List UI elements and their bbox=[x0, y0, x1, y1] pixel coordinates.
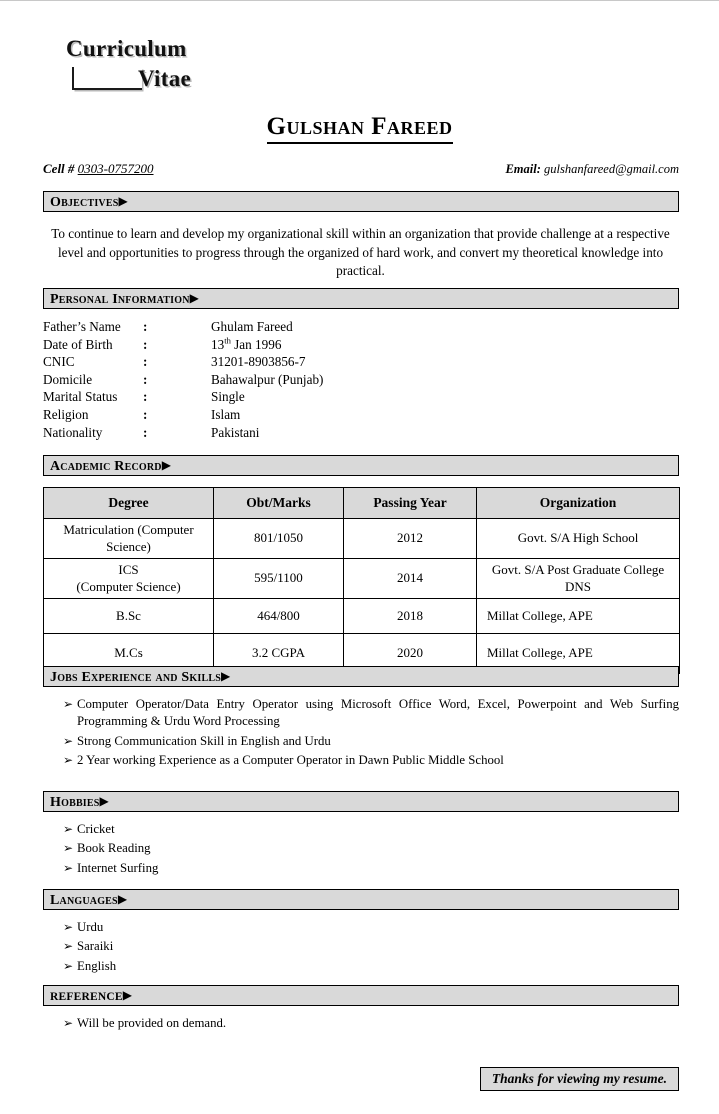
thanks-footer-box: Thanks for viewing my resume. bbox=[480, 1067, 679, 1091]
list-item bbox=[43, 733, 679, 750]
section-header-reference bbox=[43, 985, 679, 1006]
reference-list bbox=[43, 1015, 679, 1034]
cell-marks: 3.2 CGPA bbox=[214, 634, 344, 674]
section-title-languages: Languages bbox=[50, 893, 118, 908]
list-item bbox=[43, 919, 679, 936]
list-item bbox=[43, 752, 679, 769]
arrowhead-bullet-icon: ➢ bbox=[63, 733, 74, 748]
column-header-passing-year: Passing Year bbox=[344, 488, 477, 519]
arrowhead-bullet-icon: ➢ bbox=[63, 697, 74, 711]
personal-info-row bbox=[43, 320, 463, 338]
list-item-text: Urdu bbox=[77, 920, 104, 934]
cell-organization: Govt. S/A Post Graduate College DNS bbox=[477, 559, 680, 599]
hobbies-list bbox=[43, 821, 679, 879]
logo-line-vitae: Vitae bbox=[138, 66, 192, 91]
arrowhead-bullet-icon: ➢ bbox=[63, 841, 74, 856]
email-label: Email: bbox=[505, 162, 541, 176]
triangle-right-icon: ▶ bbox=[99, 794, 109, 808]
phone-block bbox=[43, 161, 154, 177]
personal-info-row bbox=[43, 408, 463, 426]
personal-info-value: Ghulam Fareed bbox=[211, 319, 293, 334]
logo-bracket-decoration bbox=[72, 67, 142, 90]
column-header-marks: Obt/Marks bbox=[214, 488, 344, 519]
list-item-text: Book Reading bbox=[77, 841, 151, 856]
dob-month-year: Jan 1996 bbox=[230, 336, 282, 352]
personal-info-value: Bahawalpur (Punjab) bbox=[211, 371, 324, 387]
curriculum-vitae-logo bbox=[60, 37, 290, 99]
triangle-right-icon: ▶ bbox=[118, 194, 128, 208]
dob-ordinal-suffix: th bbox=[224, 335, 231, 346]
list-item bbox=[43, 1015, 679, 1032]
section-title-objectives: Objectives bbox=[50, 195, 119, 210]
section-title-jobs-experience: Jobs Experience and Skills bbox=[50, 670, 221, 685]
languages-list bbox=[43, 919, 679, 977]
cell-organization: Govt. S/A High School bbox=[477, 519, 680, 559]
dob-day: 13 bbox=[211, 336, 225, 352]
cell-degree-line2: (Computer Science) bbox=[76, 578, 181, 594]
personal-info-separator: : bbox=[143, 389, 148, 405]
personal-info-value bbox=[211, 335, 463, 352]
cell-degree bbox=[44, 559, 214, 599]
list-item bbox=[43, 840, 679, 857]
candidate-name: Gulshan Fareed bbox=[267, 113, 453, 144]
personal-info-label: Date of Birth bbox=[43, 336, 113, 352]
personal-info-label: Domicile bbox=[43, 371, 93, 387]
list-item-text: Cricket bbox=[77, 822, 115, 836]
list-item bbox=[43, 696, 679, 731]
personal-info-separator: : bbox=[143, 319, 148, 334]
personal-info-separator: : bbox=[143, 371, 148, 387]
personal-info-separator: : bbox=[143, 424, 148, 440]
contact-line bbox=[43, 161, 679, 177]
section-title-personal-information: Personal Information bbox=[50, 292, 190, 307]
cell-degree: B.Sc bbox=[44, 599, 214, 634]
table-row bbox=[44, 599, 680, 634]
list-item bbox=[43, 938, 679, 955]
personal-info-separator: : bbox=[143, 336, 148, 352]
section-header-objectives bbox=[43, 191, 679, 212]
list-item-text: Saraiki bbox=[77, 939, 114, 954]
list-item-text: 2 Year working Experience as a Computer Operator in Dawn Public Middle School bbox=[77, 752, 504, 767]
list-item-text: Internet Surfing bbox=[77, 860, 159, 875]
triangle-right-icon: ▶ bbox=[122, 988, 133, 1002]
personal-info-label: Religion bbox=[43, 406, 89, 422]
list-item-text: Computer Operator/Data Entry Operator using Microsoft Office Word, Excel, Powerpoint and Web Surfing Programming & Urdu Word Processing bbox=[77, 697, 679, 729]
cell-marks: 464/800 bbox=[214, 599, 344, 634]
personal-info-row bbox=[43, 373, 463, 391]
cell-marks: 801/1050 bbox=[214, 519, 344, 559]
triangle-right-icon: ▶ bbox=[220, 669, 231, 683]
personal-info-label: Nationality bbox=[43, 424, 103, 440]
section-header-personal-information bbox=[43, 288, 679, 309]
section-title-academic-record: Academic Record bbox=[50, 459, 162, 474]
phone-label: Cell # bbox=[43, 161, 75, 176]
section-header-hobbies bbox=[43, 791, 679, 812]
arrowhead-bullet-icon: ➢ bbox=[63, 1016, 74, 1030]
section-title-reference: REFERENCE bbox=[50, 991, 123, 1003]
cell-degree: Matriculation (Computer Science) bbox=[44, 519, 214, 559]
personal-info-row bbox=[43, 335, 463, 356]
cell-degree-line1: ICS bbox=[118, 562, 139, 578]
phone-value[interactable]: 0303-0757200 bbox=[77, 161, 154, 176]
personal-info-label: CNIC bbox=[43, 354, 75, 370]
list-item-text: Strong Communication Skill in English and Urdu bbox=[77, 733, 331, 748]
section-title-hobbies: Hobbies bbox=[50, 795, 100, 810]
jobs-experience-list bbox=[43, 696, 679, 771]
section-header-academic-record bbox=[43, 455, 679, 476]
academic-record-table bbox=[43, 487, 680, 674]
personal-info-row bbox=[43, 355, 463, 373]
objectives-body: To continue to learn and develop my organizational skill within an organization that provide challenge at a respective level and opportunities to progress through the organized of hard work, and convert my theoretical knowledge into practical. bbox=[51, 226, 670, 279]
cell-marks: 595/1100 bbox=[214, 559, 344, 599]
candidate-name-wrap bbox=[0, 113, 719, 144]
personal-info-value: 31201-8903856-7 bbox=[211, 354, 306, 370]
list-item-text: Will be provided on demand. bbox=[77, 1016, 227, 1030]
list-item-text: English bbox=[77, 958, 117, 973]
personal-info-separator: : bbox=[143, 406, 148, 422]
personal-information-list bbox=[43, 320, 463, 443]
section-header-languages bbox=[43, 889, 679, 910]
logo-line-curriculum: Curriculum bbox=[66, 36, 187, 61]
cell-organization: Millat College, APE bbox=[477, 634, 680, 674]
list-item bbox=[43, 860, 679, 877]
email-value[interactable]: gulshanfareed@gmail.com bbox=[544, 162, 679, 176]
arrowhead-bullet-icon: ➢ bbox=[63, 860, 74, 875]
cell-degree: M.Cs bbox=[44, 634, 214, 674]
personal-info-row bbox=[43, 426, 463, 444]
column-header-degree: Degree bbox=[44, 488, 214, 519]
personal-info-value: Pakistani bbox=[211, 424, 260, 440]
section-header-jobs-experience bbox=[43, 666, 679, 687]
personal-info-label: Father’s Name bbox=[43, 319, 121, 334]
table-row bbox=[44, 519, 680, 559]
personal-info-label: Marital Status bbox=[43, 389, 118, 405]
column-header-organization: Organization bbox=[477, 488, 680, 519]
personal-info-separator: : bbox=[143, 354, 148, 370]
arrowhead-bullet-icon: ➢ bbox=[63, 920, 74, 934]
triangle-right-icon: ▶ bbox=[117, 892, 128, 906]
table-row bbox=[44, 559, 680, 599]
cell-passing-year: 2014 bbox=[344, 559, 477, 599]
personal-info-row bbox=[43, 390, 463, 408]
cell-organization: Millat College, APE bbox=[477, 599, 680, 634]
arrowhead-bullet-icon: ➢ bbox=[63, 752, 74, 767]
table-header-row bbox=[44, 488, 680, 519]
cell-passing-year: 2020 bbox=[344, 634, 477, 674]
arrowhead-bullet-icon: ➢ bbox=[63, 939, 74, 954]
cell-passing-year: 2018 bbox=[344, 599, 477, 634]
triangle-right-icon: ▶ bbox=[161, 458, 172, 472]
list-item bbox=[43, 958, 679, 975]
arrowhead-bullet-icon: ➢ bbox=[63, 822, 74, 836]
triangle-right-icon: ▶ bbox=[189, 291, 200, 305]
email-block bbox=[505, 162, 679, 177]
personal-info-value: Islam bbox=[211, 406, 241, 422]
list-item bbox=[43, 821, 679, 838]
arrowhead-bullet-icon: ➢ bbox=[63, 958, 74, 973]
cell-passing-year: 2012 bbox=[344, 519, 477, 559]
personal-info-value: Single bbox=[211, 389, 245, 405]
